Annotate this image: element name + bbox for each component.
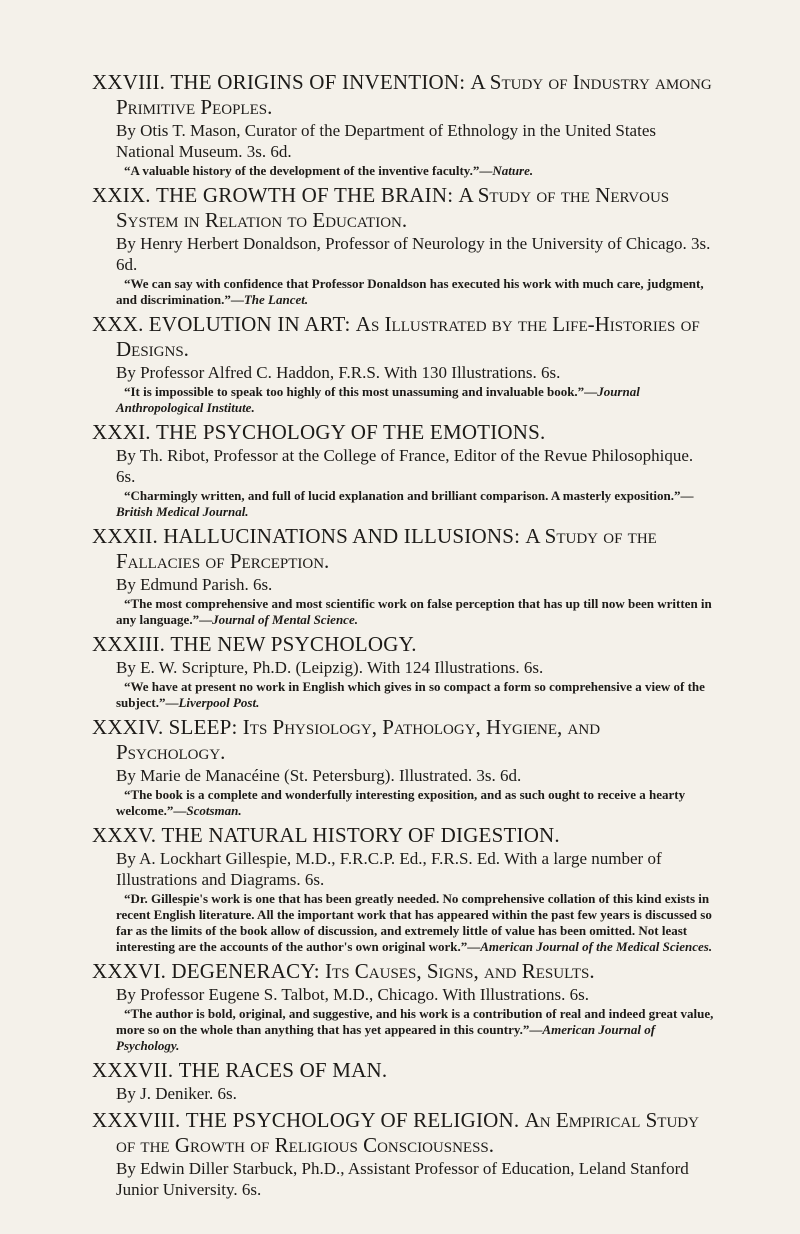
entry-subtitle: As Illustrated by the Life-Histories of Designs. xyxy=(116,312,700,361)
review-quote xyxy=(92,488,714,520)
review-quote xyxy=(92,679,714,711)
entry-heading xyxy=(92,524,714,574)
quote-source: British Medical Journal. xyxy=(116,504,249,519)
quote-source: The Lancet. xyxy=(243,292,309,307)
entry-details: By Professor Eugene S. Talbot, M.D., Chicago. With Illustrations. 6s. xyxy=(116,985,589,1004)
review-quote xyxy=(92,891,714,955)
review-quote xyxy=(92,787,714,819)
entry-title: THE PSYCHOLOGY OF THE EMOTIONS. xyxy=(156,420,546,444)
entry-number: XXXII. xyxy=(92,524,158,548)
catalog-entry xyxy=(92,715,714,819)
catalog-entry xyxy=(92,420,714,520)
entry-details: By A. Lockhart Gillespie, M.D., F.R.C.P. Ed., F.R.S. Ed. With a large number of Illustrations and Diagrams. 6s. xyxy=(116,849,662,889)
entry-heading xyxy=(92,823,714,848)
quote-text: “A valuable history of the development of the inventive faculty.”— xyxy=(124,163,493,178)
quote-text: “Dr. Gillespie's work is one that has been greatly needed. No comprehensive collation of this kind exists in recent English literature. All the important work that has appeared within the past few years is discussed so far as the limits of the book allow of discussion, and extremely little of value has been omitted. Not least interesting are the accounts of the author's own original work.”— xyxy=(116,891,712,954)
review-quote xyxy=(92,1006,714,1054)
review-quote xyxy=(92,163,714,179)
entry-heading xyxy=(92,420,714,445)
entry-details: By Marie de Manacéine (St. Petersburg). Illustrated. 3s. 6d. xyxy=(116,766,522,785)
entry-number: XXXVI. xyxy=(92,959,167,983)
entry-title: DEGENERACY: xyxy=(171,959,320,983)
entry-details: By E. W. Scripture, Ph.D. (Leipzig). With 124 Illustrations. 6s. xyxy=(116,658,544,677)
catalog-entry xyxy=(92,70,714,179)
entry-title: HALLUCINATIONS AND ILLUSIONS: xyxy=(163,524,521,548)
quote-source: Scotsman. xyxy=(186,803,242,818)
entry-title: THE NEW PSYCHOLOGY. xyxy=(170,632,417,656)
entry-title: SLEEP: xyxy=(168,715,238,739)
entry-subtitle: Its Physiology, Pathology, Hygiene, and Psychology. xyxy=(116,715,601,764)
entry-title: THE NATURAL HISTORY OF DIGESTION. xyxy=(161,823,560,847)
catalog-entry xyxy=(92,959,714,1054)
entry-heading xyxy=(92,70,714,120)
entry-number: XXXVIII. xyxy=(92,1108,181,1132)
entry-details: By J. Deniker. 6s. xyxy=(116,1084,237,1103)
entry-title: THE PSYCHOLOGY OF RELIGION. xyxy=(185,1108,520,1132)
entry-details: By Edwin Diller Starbuck, Ph.D., Assistant Professor of Education, Leland Stanford Junior University. 6s. xyxy=(116,1159,689,1199)
review-quote xyxy=(92,384,714,416)
entry-heading xyxy=(92,1058,714,1083)
entry-number: XXXV. xyxy=(92,823,157,847)
entry-heading xyxy=(92,715,714,765)
entry-details: By Professor Alfred C. Haddon, F.R.S. With 130 Illustrations. 6s. xyxy=(116,363,561,382)
entry-heading xyxy=(92,183,714,233)
entry-number: XXXIV. xyxy=(92,715,164,739)
quote-source: Journal Anthropological Institute. xyxy=(116,384,640,415)
entry-heading xyxy=(92,959,714,984)
quote-source: Liverpool Post. xyxy=(178,695,260,710)
entry-title: EVOLUTION IN ART: xyxy=(148,312,351,336)
catalog-entry xyxy=(92,632,714,711)
quote-text: “The book is a complete and wonderfully interesting exposition, and as such ought to receive a hearty welcome.”— xyxy=(116,787,686,818)
entry-title: THE ORIGINS OF INVENTION: xyxy=(170,70,466,94)
entry-number: XXXVII. xyxy=(92,1058,174,1082)
quote-source: American Journal of the Medical Sciences. xyxy=(480,939,713,954)
quote-source: Journal of Mental Science. xyxy=(212,612,358,627)
quote-text: “We can say with confidence that Professor Donaldson has executed his work with much care, judgment, and discrimination.”— xyxy=(116,276,704,307)
quote-source: Nature. xyxy=(492,163,534,178)
catalog-entry xyxy=(92,312,714,416)
catalog-entry xyxy=(92,183,714,308)
entry-subtitle: Its Causes, Signs, and Results. xyxy=(325,959,595,983)
entry-number: XXX. xyxy=(92,312,144,336)
entry-number: XXIX. xyxy=(92,183,151,207)
review-quote xyxy=(92,276,714,308)
quote-text: “It is impossible to speak too highly of this most unassuming and invaluable book.”— xyxy=(124,384,598,399)
review-quote xyxy=(92,596,714,628)
quote-source: American Journal of Psychology. xyxy=(116,1022,656,1053)
catalog-entry xyxy=(92,524,714,628)
catalog-entry xyxy=(92,1058,714,1104)
entry-details: By Henry Herbert Donaldson, Professor of Neurology in the University of Chicago. 3s. 6d. xyxy=(116,234,711,274)
entry-subtitle: A Study of Industry among Primitive Peoples. xyxy=(116,70,712,119)
entry-number: XXVIII. xyxy=(92,70,166,94)
entry-number: XXXI. xyxy=(92,420,151,444)
entry-subtitle: A Study of the Fallacies of Perception. xyxy=(116,524,657,573)
entry-details: By Th. Ribot, Professor at the College of France, Editor of the Revue Philosophique. 6s. xyxy=(116,446,694,486)
quote-text: “We have at present no work in English which gives in so compact a form so comprehensive a view of the subject.”— xyxy=(116,679,705,710)
entry-title: THE GROWTH OF THE BRAIN: xyxy=(156,183,454,207)
entry-heading xyxy=(92,632,714,657)
catalog-entry xyxy=(92,1108,714,1200)
entry-details: By Otis T. Mason, Curator of the Department of Ethnology in the United States National Museum. 3s. 6d. xyxy=(116,121,656,161)
quote-text: “The author is bold, original, and suggestive, and his work is a contribution of real and indeed great value, more so on the whole than anything that has yet appeared in this country.”— xyxy=(116,1006,714,1037)
quote-text: “Charmingly written, and full of lucid explanation and brilliant comparison. A masterly exposition.”— xyxy=(124,488,694,503)
quote-text: “The most comprehensive and most scientific work on false perception that has up till now been written in any language.”— xyxy=(116,596,712,627)
entry-number: XXXIII. xyxy=(92,632,166,656)
entry-heading xyxy=(92,1108,714,1158)
entry-heading xyxy=(92,312,714,362)
catalog-entry xyxy=(92,823,714,955)
entry-subtitle: A Study of the Nervous System in Relation to Education. xyxy=(116,183,670,232)
entry-subtitle: An Empirical Study of the Growth of Religious Consciousness. xyxy=(116,1108,699,1157)
entry-details: By Edmund Parish. 6s. xyxy=(116,575,273,594)
entry-title: THE RACES OF MAN. xyxy=(178,1058,388,1082)
